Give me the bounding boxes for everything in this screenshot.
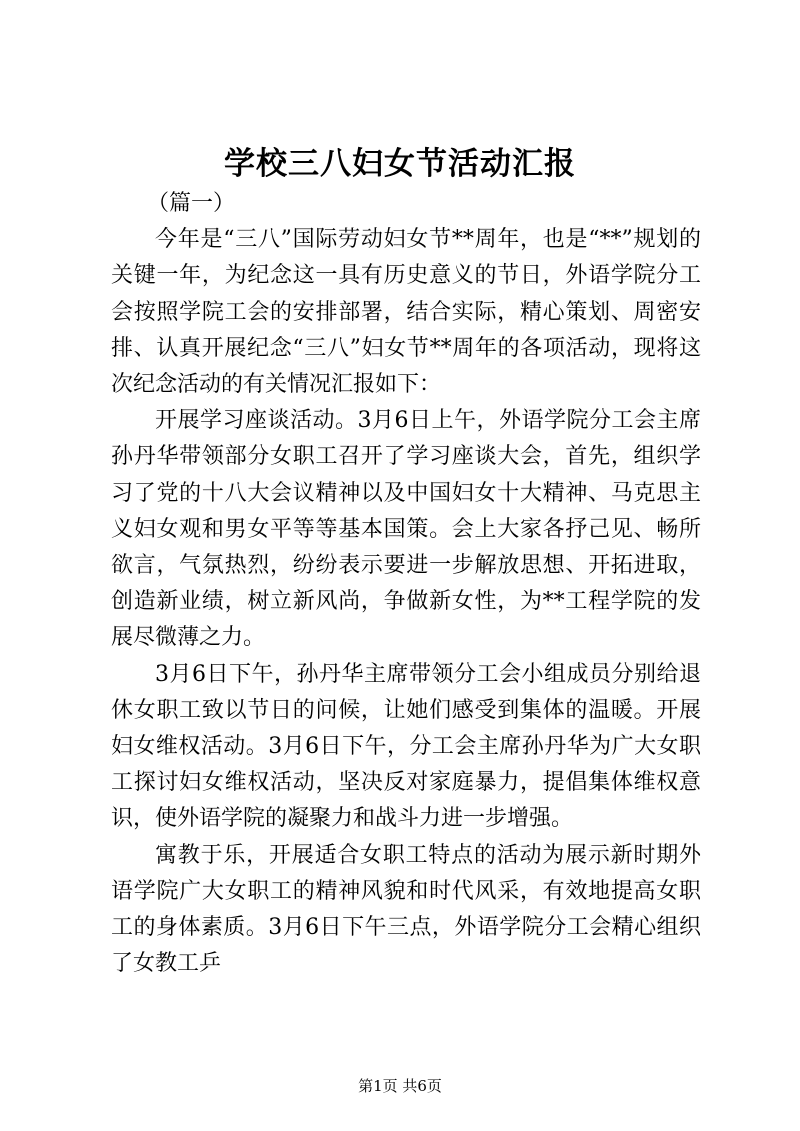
paragraph-rights-activity: 3月6日下午，孙丹华主席带领分工会小组成员分别给退休女职工致以节日的问候，让她们感受到集体的温暖。开展妇女维权活动。3月6日下午，分工会主席孙丹华为广大女职工探讨妇女维权活动，坚决反对家庭暴力，提倡集体维权意识，使外语学院的凝聚力和战斗力进一步增强。 xyxy=(111,661,701,832)
section-label: （篇一） xyxy=(147,191,236,216)
page-footer: 第1页 共6页 xyxy=(358,1077,442,1095)
paragraph-study-seminar: 开展学习座谈活动。3月6日上午，外语学院分工会主席孙丹华带领部分女职工召开了学习座谈大会，首先，组织学习了党的十八大会议精神以及中国妇女十大精神、马克思主义妇女观和男女平等等基本国策。会上大家各抒己见、畅所欲言，气氛热烈，纷纷表示要进一步解放思想、开拓进取，创造新业绩，树立新风尚，争做新女性，为**工程学院的发展尽微薄之力。 xyxy=(111,408,701,651)
document-body xyxy=(111,186,701,982)
page-title: 学校三八妇女节活动汇报 xyxy=(224,146,576,182)
paragraph-intro: 今年是“三八”国际劳动妇女节**周年，也是“**”规划的关键一年，为纪念这一具有历史意义的节日，外语学院分工会按照学院工会的安排部署，结合实际，精心策划、周密安排、认真开展纪念“三八”妇女节**周年的各项活动，现将这次纪念活动的有关情况汇报如下： xyxy=(111,227,701,398)
paragraph-recreation: 寓教于乐，开展适合女职工特点的活动为展示新时期外语学院广大女职工的精神风貌和时代风采，有效地提高女职工的身体素质。3月6日下午三点，外语学院分工会精心组织了女教工乒 xyxy=(111,842,701,977)
